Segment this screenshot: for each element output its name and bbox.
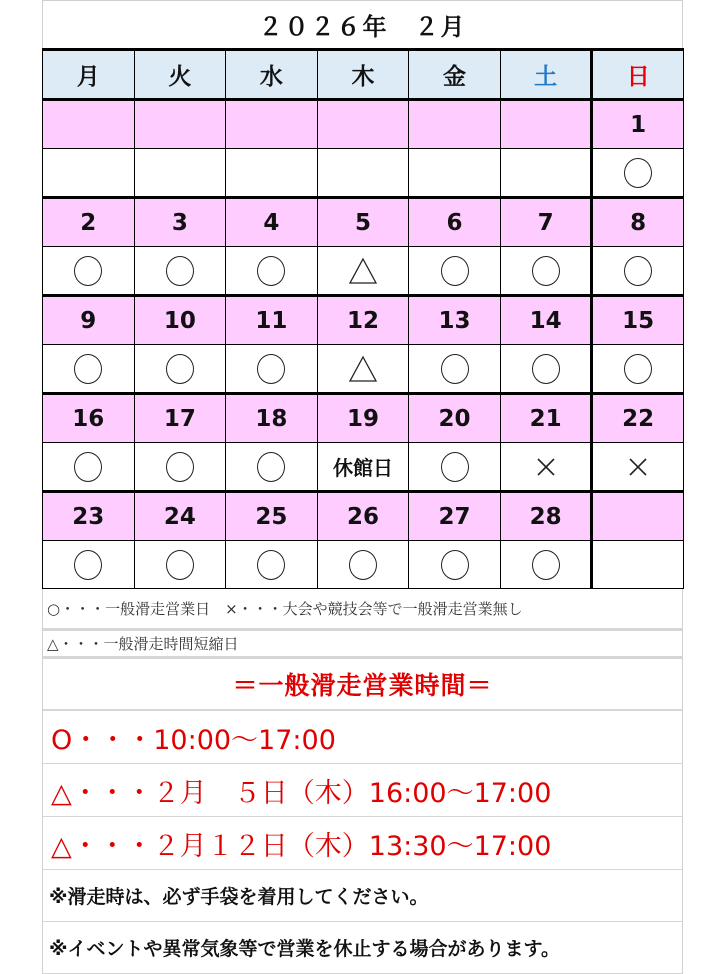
open-circle-icon <box>134 443 226 492</box>
circle-icon <box>257 256 285 286</box>
date-cell-sat: 14 <box>500 296 592 345</box>
status-row <box>43 149 684 198</box>
date-cell-mon: 16 <box>43 394 135 443</box>
date-cell-wed: 18 <box>226 394 318 443</box>
weekday-sat: 土 <box>500 50 592 100</box>
circle-icon <box>166 354 194 384</box>
date-cell-fri: 20 <box>409 394 501 443</box>
date-cell-fri: 6 <box>409 198 501 247</box>
date-cell-thu: 5 <box>317 198 409 247</box>
circle-icon <box>74 550 102 580</box>
status-row <box>43 247 684 296</box>
empty-cell <box>134 149 226 198</box>
circle-icon <box>624 256 652 286</box>
open-circle-icon <box>409 345 501 394</box>
circle-icon <box>166 452 194 482</box>
open-circle-icon <box>43 443 135 492</box>
date-cell-wed: 11 <box>226 296 318 345</box>
triangle-icon <box>348 355 378 383</box>
open-circle-icon <box>226 443 318 492</box>
cross-icon <box>627 456 649 478</box>
circle-icon <box>349 550 377 580</box>
open-circle-icon <box>409 541 501 589</box>
circle-icon <box>166 256 194 286</box>
circle-icon <box>257 452 285 482</box>
date-row <box>43 296 684 345</box>
circle-icon <box>441 256 469 286</box>
date-cell-mon: 2 <box>43 198 135 247</box>
circle-icon <box>532 354 560 384</box>
open-circle-icon <box>43 247 135 296</box>
empty-cell <box>226 149 318 198</box>
circle-icon <box>441 354 469 384</box>
date-cell-sat: 21 <box>500 394 592 443</box>
weekday-tue: 火 <box>134 50 226 100</box>
date-cell-tue: 10 <box>134 296 226 345</box>
shortened-triangle-icon <box>317 345 409 394</box>
open-circle-icon <box>592 345 684 394</box>
weekday-fri: 金 <box>409 50 501 100</box>
open-circle-icon <box>317 541 409 589</box>
open-circle-icon <box>409 247 501 296</box>
date-cell-thu: 26 <box>317 492 409 541</box>
date-cell-tue: 24 <box>134 492 226 541</box>
circle-icon <box>166 550 194 580</box>
circle-icon <box>74 452 102 482</box>
empty-cell <box>409 149 501 198</box>
weekday-sun: 日 <box>592 50 684 100</box>
open-circle-icon <box>134 345 226 394</box>
date-cell-thu: 19 <box>317 394 409 443</box>
circle-icon <box>532 550 560 580</box>
note-closure: ※イベントや異常気象等で営業を休止する場合があります。 <box>43 922 682 974</box>
date-cell-wed <box>226 100 318 149</box>
hours-shortened-feb5: △・・・２月 ５日（木）16:00～17:00 <box>43 764 682 817</box>
open-circle-icon <box>226 247 318 296</box>
weekday-thu: 木 <box>317 50 409 100</box>
hours-shortened-feb12: △・・・２月１２日（木）13:30～17:00 <box>43 817 682 870</box>
weekday-header-row <box>43 50 684 100</box>
empty-cell <box>317 149 409 198</box>
date-cell-fri: 13 <box>409 296 501 345</box>
empty-cell <box>500 149 592 198</box>
open-circle-icon <box>43 345 135 394</box>
date-cell-sun <box>592 492 684 541</box>
empty-cell <box>43 149 135 198</box>
status-row <box>43 345 684 394</box>
date-cell-thu: 12 <box>317 296 409 345</box>
open-circle-icon <box>134 247 226 296</box>
circle-icon <box>624 354 652 384</box>
open-circle-icon <box>226 541 318 589</box>
open-circle-icon <box>134 541 226 589</box>
closed-day-label: 休館日 <box>317 443 409 492</box>
open-circle-icon <box>409 443 501 492</box>
status-row <box>43 541 684 589</box>
hours-heading: ＝一般滑走営業時間＝ <box>43 659 682 711</box>
open-circle-icon <box>592 247 684 296</box>
date-cell-sun: 1 <box>592 100 684 149</box>
circle-icon <box>257 354 285 384</box>
date-row <box>43 394 684 443</box>
date-cell-tue: 3 <box>134 198 226 247</box>
weekday-mon: 月 <box>43 50 135 100</box>
calendar-sheet <box>42 0 683 974</box>
triangle-icon <box>348 257 378 285</box>
circle-icon <box>74 256 102 286</box>
circle-icon <box>441 452 469 482</box>
circle-icon <box>532 256 560 286</box>
status-row <box>43 443 684 492</box>
calendar-title: ２０２６年 ２月 <box>42 0 683 48</box>
open-circle-icon <box>43 541 135 589</box>
open-circle-icon <box>226 345 318 394</box>
circle-icon <box>624 158 652 188</box>
date-cell-wed: 4 <box>226 198 318 247</box>
date-cell-sun: 8 <box>592 198 684 247</box>
hours-regular: O・・・10:00～17:00 <box>43 711 682 764</box>
calendar-weeks <box>43 100 684 589</box>
info-section <box>42 589 683 974</box>
shortened-triangle-icon <box>317 247 409 296</box>
open-circle-icon <box>592 149 684 198</box>
date-cell-tue: 17 <box>134 394 226 443</box>
open-circle-icon <box>500 541 592 589</box>
date-cell-sat: 7 <box>500 198 592 247</box>
date-row <box>43 492 684 541</box>
legend-line-2: △・・・一般滑走時間短縮日 <box>43 631 682 659</box>
date-cell-mon: 23 <box>43 492 135 541</box>
circle-icon <box>74 354 102 384</box>
open-circle-icon <box>500 247 592 296</box>
date-cell-sat: 28 <box>500 492 592 541</box>
date-cell-sun: 15 <box>592 296 684 345</box>
date-cell-mon: 9 <box>43 296 135 345</box>
no-session-cross-icon <box>592 443 684 492</box>
circle-icon <box>441 550 469 580</box>
date-cell-mon <box>43 100 135 149</box>
cross-icon <box>535 456 557 478</box>
circle-icon <box>257 550 285 580</box>
date-cell-fri: 27 <box>409 492 501 541</box>
open-circle-icon <box>500 345 592 394</box>
date-row <box>43 100 684 149</box>
date-cell-wed: 25 <box>226 492 318 541</box>
date-cell-tue <box>134 100 226 149</box>
date-row <box>43 198 684 247</box>
date-cell-fri <box>409 100 501 149</box>
empty-cell <box>592 541 684 589</box>
date-cell-thu <box>317 100 409 149</box>
calendar-table <box>42 48 684 589</box>
note-gloves: ※滑走時は、必ず手袋を着用してください。 <box>43 870 682 922</box>
date-cell-sat <box>500 100 592 149</box>
weekday-wed: 水 <box>226 50 318 100</box>
no-session-cross-icon <box>500 443 592 492</box>
legend-line-1: ○・・・一般滑走営業日 ×・・・大会や競技会等で一般滑走営業無し <box>43 589 682 631</box>
date-cell-sun: 22 <box>592 394 684 443</box>
